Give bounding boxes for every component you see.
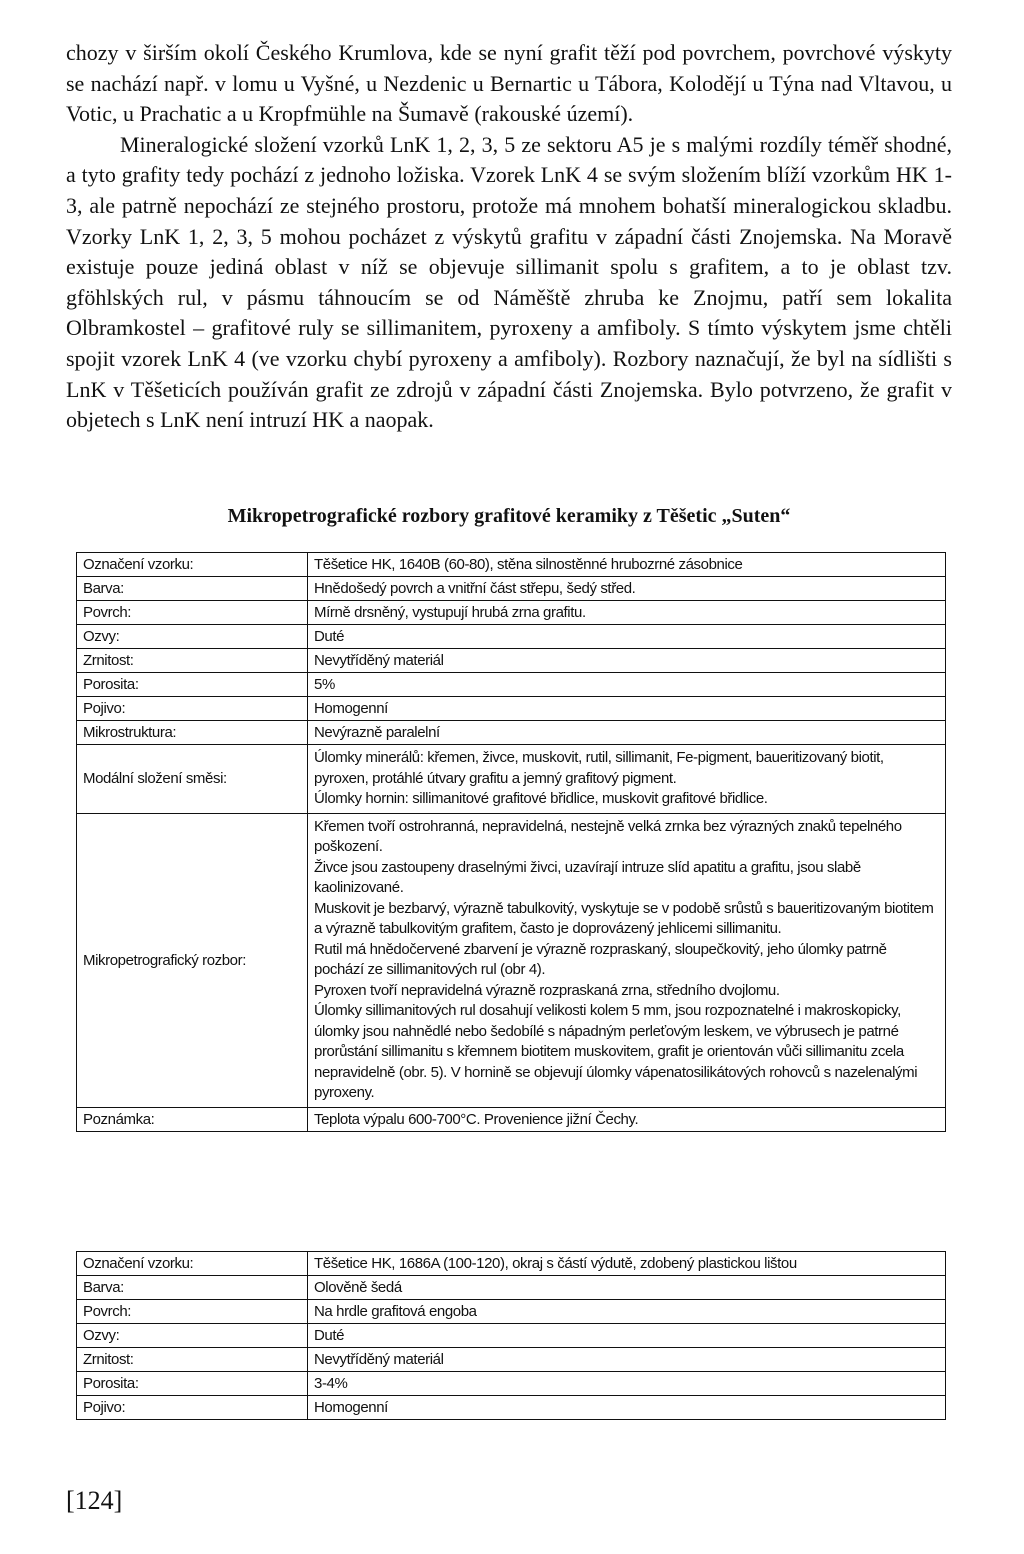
row-value: Teplota výpalu 600-700°C. Provenience jižní Čechy. [308,1107,946,1131]
table-row [77,697,946,721]
table-row [77,745,946,814]
value-line: Živce jsou zastoupeny draselnými živci, uzavírají intruze slíd apatitu a grafitu, jsou slabě kaolinizované. [314,858,861,896]
row-value: 3-4% [308,1372,946,1396]
table-row [77,601,946,625]
row-value: Homogenní [308,697,946,721]
table-row [77,1300,946,1324]
value-line: Úlomky minerálů: křemen, živce, muskovit, rutil, sillimanit, Fe-pigment, baueritizovaný biotit, pyroxen, protáhlé útvary grafitu a jemný grafitový pigment. [314,749,884,787]
row-label: Pojivo: [77,1396,308,1420]
table-row [77,1107,946,1131]
table-row [77,577,946,601]
row-label: Označení vzorku: [77,1252,308,1276]
row-label: Zrnitost: [77,1348,308,1372]
table-row [77,1276,946,1300]
row-value: Těšetice HK, 1686A (100-120), okraj s částí výdutě, zdobený plastickou lištou [308,1252,946,1276]
row-value: Na hrdle grafitová engoba [308,1300,946,1324]
page-number: [124] [66,1486,123,1515]
row-value: Olověně šedá [308,1276,946,1300]
row-value [308,813,946,1107]
sample-table-1686a [76,1251,946,1420]
row-label: Označení vzorku: [77,553,308,577]
row-value: Nevýrazně paralelní [308,721,946,745]
value-line: Muskovit je bezbarvý, výrazně tabulkovitý, vyskytuje se v podobě srůstů s baueritizovaným biotitem a výrazně tabulkovitým grafitem, často je doprovázený jehlicemi sillimanitu. [314,899,934,937]
paragraph-1: chozy v širším okolí Českého Krumlova, kde se nyní grafit těží pod povrchem, povrchové výskyty se nachází např. v lomu u Vyšné, u Nezdenic u Bernartic u Tábora, Kolodějí u Týna nad Vltavou, u Votic, u Prachatic a u Kropfmühle na Šumavě (rakouské území). [66,40,952,127]
row-value: Hnědošedý povrch a vnitřní část střepu, šedý střed. [308,577,946,601]
value-line: Pyroxen tvoří nepravidelná výrazně rozpraskaná zrna, středního dvojlomu. [314,981,780,999]
table-row [77,1372,946,1396]
row-label: Mikrostruktura: [77,721,308,745]
table-row [77,625,946,649]
table-row [77,721,946,745]
row-label: Povrch: [77,601,308,625]
value-line: Úlomky sillimanitových rul dosahují velikosti kolem 5 mm, jsou rozpoznatelné i makroskopicky, úlomky jsou nahnědlé nebo šedobílé s nápadným perleťovým leskem, ve výbrusech je patrné prorůstání sillimanitu s křemnem biotitem muskovitem, grafit je orientován vůči sillimanitu zcela nepravidelně (obr. 5). V hornině se objevují úlomky vápenatosilikátových rohovců s nazelenalými pyroxeny. [314,1002,918,1101]
row-label: Mikropetrografický rozbor: [77,813,308,1107]
row-label: Porosita: [77,1372,308,1396]
paragraph-2: Mineralogické složení vzorků LnK 1, 2, 3, 5 ze sektoru A5 je s malými rozdíly téměř shodné, a tyto grafity tedy pochází z jednoho ložiska. Vzorek LnK 4 se svým složením blíží vzorkům HK 1-3, ale patrně nepochází ze stejného prostoru, protože má mnohem bohatší mineralogickou skladbu. Vzorky LnK 1, 2, 3, 5 mohou pocházet z výskytů grafitu v západní části Znojemska. Na Moravě existuje pouze jediná oblast v níž se objevuje sillimanit spolu s grafitem, a to je oblast tzv. gföhlských rul, v pásmu táhnoucím se od Náměště zhruba ke Znojmu, patří sem lokalita Olbramkostel – grafitové ruly se sillimanitem, pyroxeny a amfiboly. S tímto výskytem jsme chtěli spojit vzorek LnK 4 (ve vzorku chybí pyroxeny a amfiboly). Rozbory naznačují, že byl na sídlišti s LnK v Těšeticích používán grafit ze zdrojů v západní části Znojemska. Bylo potvrzeno, že grafit v objetech s LnK není intruzí HK a naopak. [66,131,952,433]
table-row [77,1396,946,1420]
row-label: Poznámka: [77,1107,308,1131]
row-label: Ozvy: [77,1324,308,1348]
table-row [77,673,946,697]
table-row [77,1252,946,1276]
value-line: Rutil má hnědočervené zbarvení je výrazně rozpraskaný, sloupečkovitý, jeho úlomky patrně pochází ze sillimanitových rul (obr 4). [314,940,887,978]
row-value: Homogenní [308,1396,946,1420]
row-label: Povrch: [77,1300,308,1324]
row-label: Barva: [77,577,308,601]
row-value: Nevytříděný materiál [308,649,946,673]
value-line: Křemen tvoří ostrohranná, nepravidelná, nestejně velká zrnka bez výrazných znaků tepelného poškození. [314,817,902,855]
row-label: Barva: [77,1276,308,1300]
row-label: Ozvy: [77,625,308,649]
row-value: Mírně drsněný, vystupují hrubá zrna grafitu. [308,601,946,625]
row-label: Pojivo: [77,697,308,721]
body-text [66,38,952,436]
row-value [308,745,946,814]
sample-table-1640b [76,552,946,1132]
table-row [77,1324,946,1348]
row-value: Těšetice HK, 1640B (60-80), stěna silnostěnné hrubozrné zásobnice [308,553,946,577]
row-value: Duté [308,625,946,649]
table-row [77,553,946,577]
table-row [77,649,946,673]
row-label: Zrnitost: [77,649,308,673]
table-title: Mikropetrografické rozbory grafitové keramiky z Těšetic „Suten“ [227,505,791,527]
table-row [77,1348,946,1372]
row-label: Porosita: [77,673,308,697]
row-value: 5% [308,673,946,697]
row-value: Nevytříděný materiál [308,1348,946,1372]
row-label: Modální složení směsi: [77,745,308,814]
table-row [77,813,946,1107]
value-line: Úlomky hornin: sillimanitové grafitové břidlice, muskovit grafitové břidlice. [314,790,768,807]
row-value: Duté [308,1324,946,1348]
